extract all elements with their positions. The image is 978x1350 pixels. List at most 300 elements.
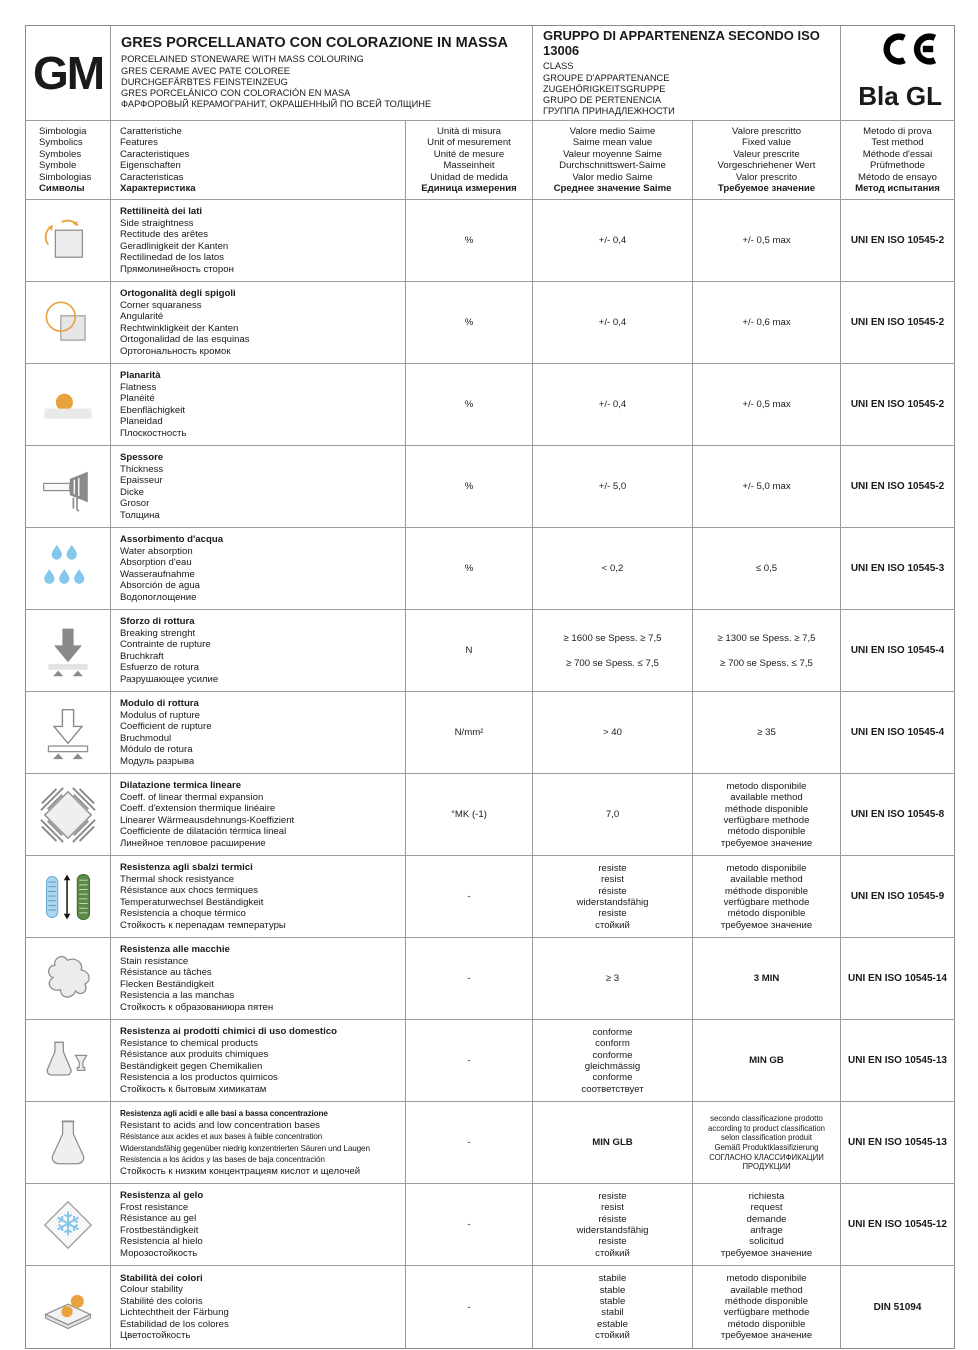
saime-value-cell [533,446,693,528]
feature-line: Estabilidad de los colores [120,1318,229,1330]
feature-line: Side straightness [120,217,194,229]
value-line: СОГЛАСНО КЛАССИФИКАЦИИ ПРОДУКЦИИ [709,1152,824,1172]
feature-line: Angularité [120,311,164,323]
value-line: ≥ 3 [605,973,620,985]
feature-line: Ortogonalità degli spigoli [120,288,236,300]
value-line: according to product classification [707,1123,825,1133]
value-line: método disponible [727,908,806,920]
class-code: Bla GL [858,81,942,111]
feature-line: Widerstandsfähig gegenüber niedrig konzentrierten Säuren und Laugen [120,1143,370,1153]
value-line: gleichmässig [584,1060,641,1072]
symbol-cell [26,528,111,610]
features-cell [111,610,406,692]
feature-line: Beständigkeit gegen Chemikalien [120,1060,263,1072]
value-line: resiste [598,862,627,874]
feature-line: Contrainte de rupture [120,639,211,651]
value-line: стойкий [595,1330,630,1342]
test-method-cell: DIN 51094 [873,1301,922,1313]
table-row [26,938,954,1020]
feature-line: Coeff. d'extension thermique linéaire [120,803,276,815]
unit-cell: - [406,1020,533,1102]
table-row [26,446,954,528]
prescribed-value-cell [693,692,841,774]
feature-line: Spessore [120,452,164,464]
value-line: méthode disponible [724,803,809,815]
feature-line: Rectitude des arêtes [120,229,208,241]
feature-line: Стойкость к бытовым химикатам [120,1083,267,1095]
translation-line: ФАРФОРОВЫЙ КЕРАМОГРАНИТ, ОКРАШЕННЫЙ ПО ВСЕЙ ТОЛЩИНЕ [121,99,432,110]
modulus-rupture-icon [40,705,96,761]
feature-line: Resistenza alle macchie [120,944,230,956]
symbol-cell [26,1020,111,1102]
value-line: widerstandsfähig [576,896,649,908]
column-header-line: Método de ensayo [858,171,937,183]
flatness-icon [40,378,96,432]
column-header-line: Единица измерения [421,183,517,195]
saime-value-cell [533,200,693,282]
value-line: conforme [592,1072,633,1084]
table-row [26,1184,954,1266]
features-cell [111,364,406,446]
column-header-line: Saime mean value [572,137,653,149]
column-header-6 [841,121,954,200]
saime-value-cell [533,364,693,446]
saime-value-cell [533,528,693,610]
value-line: metodo disponibile [726,862,807,874]
value-line: соответствует [581,1083,644,1095]
column-header-line: Vorgeschriehener Wert [717,160,816,172]
feature-line: Coeff. of linear thermal expansion [120,791,264,803]
value-line: request [750,1202,783,1214]
feature-line: Breaking strenght [120,627,196,639]
feature-line: Coefficiente de dilatación térmica lineal [120,826,287,838]
symbol-cell [26,938,111,1020]
column-header-line: Durchschnittswert-Saime [559,160,666,172]
unit-cell: - [406,856,533,938]
chemical-products-icon [39,1033,97,1089]
feature-line: Модуль разрыва [120,755,195,767]
value-line: +/- 5,0 [598,481,627,493]
features-cell [111,528,406,610]
value-line: требуемое значение [720,1247,813,1259]
column-header-line: Valeur moyenne Saime [562,148,662,160]
feature-line: Flatness [120,381,157,393]
translation-line: DURCHGEFÄRBTES FEINSTEINZEUG [121,76,288,87]
feature-line: Résistance aux produits chimiques [120,1049,269,1061]
test-method-cell: UNI EN ISO 10545-2 [841,200,954,282]
column-header-line: Prüfmethode [870,160,925,172]
feature-line: Водопоглощение [120,591,197,603]
feature-line: Linearer Wärmeausdehnungs-Koeffizient [120,814,295,826]
gm-logo: GM [26,26,111,121]
value-line: ≥ 700 se Spess. ≤ 7,5 [566,657,659,669]
value-line: secondo classificazione prodotto [710,1114,823,1124]
value-line: méthode disponible [724,1296,809,1308]
thickness-caliper-icon [40,460,96,514]
feature-line: Rectilinedad de los latos [120,252,224,264]
unit-cell: - [406,1266,533,1348]
prescribed-value-cell [693,282,841,364]
saime-value-cell [533,1184,693,1266]
prescribed-value-cell [693,774,841,856]
column-header-line: Символы [39,183,85,195]
table-body [26,200,954,1348]
prescribed-value-cell [693,364,841,446]
feature-line: Resistance to chemical products [120,1037,259,1049]
column-header-line: Характеристика [120,183,196,195]
translation-line: CLASS [543,61,574,72]
column-header-line: Среднее значение Saime [553,183,672,195]
symbol-cell [26,1184,111,1266]
column-header-line: Metodo di prova [863,126,932,137]
prescribed-value-cell [693,200,841,282]
feature-line: Temperaturwechsel Beständigkeit [120,896,264,908]
value-line: selon classification produit [720,1133,812,1143]
unit-cell: N/mm² [406,692,533,774]
feature-line: Wasseraufnahme [120,568,195,580]
saime-value-cell [533,774,693,856]
value-line: stable [599,1284,626,1296]
feature-line: Resistenza agli sbalzi termici [120,862,253,874]
prescribed-value-cell [693,610,841,692]
features-cell [111,1184,406,1266]
value-line: +/- 0,5 max [742,399,791,411]
product-title-block [111,26,533,121]
value-line: resist [601,874,624,886]
test-method-cell: UNI EN ISO 10545-13 [841,1102,954,1184]
unit-cell: N [406,610,533,692]
feature-line: Resistencia a las manchas [120,990,235,1002]
spec-table [25,25,955,1349]
column-header-line: Symbole [39,160,77,172]
prescribed-value-cell [693,1184,841,1266]
table-row [26,774,954,856]
prescribed-value-cell [693,938,841,1020]
column-header-line: Unité de mesure [433,148,505,160]
table-row [26,1266,954,1348]
column-header-line: Symboles [39,148,82,160]
saime-value-cell [533,938,693,1020]
value-line: anfrage [750,1224,783,1236]
feature-line: Resistencia a los ácidos y las bases de baja concentración [120,1155,325,1165]
feature-line: Absorción de agua [120,580,201,592]
value-line: available method [730,1284,803,1296]
feature-line: Dicke [120,486,144,498]
table-row [26,1020,954,1102]
value-line: méthode disponible [724,885,809,897]
value-line: metodo disponibile [726,1273,807,1285]
column-header-line: Features [120,137,158,149]
column-header-line: Unità di misura [437,126,501,137]
feature-line: Цветостойкость [120,1330,191,1342]
value-line: ≥ 700 se Spess. ≤ 7,5 [720,657,813,669]
feature-line: Thickness [120,463,164,475]
unit-cell: - [406,1102,533,1184]
feature-line: Стойкость к перепадам температуры [120,919,286,931]
feature-line: Flecken Beständigkeit [120,978,214,990]
test-method-cell: UNI EN ISO 10545-2 [841,446,954,528]
value-line: método disponible [727,1318,806,1330]
value-line: richiesta [748,1190,785,1202]
feature-line: Colour stability [120,1284,183,1296]
value-line: demande [746,1213,787,1225]
column-header-line: Masseinheit [443,160,495,172]
features-cell [111,938,406,1020]
translation-line: GRES CERAME AVEC PATE COLOREE [121,65,290,76]
value-line: stabil [601,1307,624,1319]
value-line: estable [597,1318,628,1330]
test-method-cell: UNI EN ISO 10545-4 [841,610,954,692]
feature-line: Résistance au gel [120,1213,197,1225]
saime-value-cell [533,856,693,938]
column-header-line: Fixed value [741,137,792,149]
value-line: solicitud [749,1236,784,1248]
feature-line: Modulus of rupture [120,709,200,721]
group-translations [543,61,830,117]
test-method-cell: UNI EN ISO 10545-3 [841,528,954,610]
feature-line: Stabilità dei colori [120,1272,203,1284]
feature-line: Стойкость к низким концентрациям кислот и щелочей [120,1165,361,1177]
value-line: resiste [598,908,627,920]
test-method-cell: UNI EN ISO 10545-12 [841,1184,954,1266]
symbol-cell [26,1266,111,1348]
unit-cell: % [406,364,533,446]
saime-value-cell [533,610,693,692]
symbol-cell [26,446,111,528]
feature-line: Rechtwinkligkeit der Kanten [120,322,239,334]
feature-line: Dilatazione termica lineare [120,780,242,792]
product-title: GRES PORCELLANATO CON COLORAZIONE IN MASSA [121,35,508,52]
test-method-cell: UNI EN ISO 10545-9 [841,856,954,938]
column-header-3 [406,121,533,200]
group-block [533,26,841,121]
feature-line: Esfuerzo de rotura [120,662,199,674]
symbol-cell [26,692,111,774]
translation-line: ZUGEHÖRIGKEITSGRUPPE [543,83,666,94]
feature-line: Плоскостность [120,427,187,439]
value-line: resiste [598,1190,627,1202]
table-row [26,282,954,364]
feature-line: Lichtechtheit der Färbung [120,1307,229,1319]
corner-squareness-icon [41,296,95,350]
water-absorption-icon [40,541,96,597]
side-straightness-icon [41,214,95,268]
ce-mark-icon [878,33,942,65]
value-line: +/- 0,4 [598,399,627,411]
test-method-cell: UNI EN ISO 10545-8 [841,774,954,856]
prescribed-value-cell [693,1266,841,1348]
feature-line: Frostbeständigkeit [120,1224,199,1236]
value-line: verfügbare methode [723,814,810,826]
frost-icon [39,1196,97,1254]
feature-line: Módulo de rotura [120,744,193,756]
table-row [26,856,954,938]
features-cell [111,1020,406,1102]
feature-line: Modulo di rottura [120,698,199,710]
saime-value-cell [533,1102,693,1184]
prescribed-value-cell [693,856,841,938]
value-line: Gemäß Produktklassifizierung [714,1142,819,1152]
symbol-cell [26,856,111,938]
features-cell [111,1102,406,1184]
features-cell [111,282,406,364]
unit-cell: - [406,1184,533,1266]
column-header-line: Unidad de medida [430,171,508,183]
column-header-line: Unit of mesurement [427,137,511,149]
feature-line: Coefficient de rupture [120,721,212,733]
unit-cell: °MK (-1) [406,774,533,856]
feature-line: Absorption d'eau [120,557,192,569]
value-line: résiste [598,885,627,897]
saime-value-cell [533,1020,693,1102]
prescribed-value-cell [693,1020,841,1102]
column-header-line: Test method [871,137,924,149]
symbol-cell [26,282,111,364]
certification-block [841,26,954,121]
stain-icon [39,951,97,1007]
value-line: available method [730,792,803,804]
feature-line: Resistant to acids and low concentration bases [120,1119,320,1131]
feature-line: Planeidad [120,416,163,428]
value-line: +/- 0,4 [598,235,627,247]
table-row [26,1102,954,1184]
test-method-cell: UNI EN ISO 10545-4 [841,692,954,774]
features-cell [111,692,406,774]
feature-line: Epaisseur [120,475,163,487]
table-row [26,364,954,446]
value-line: widerstandsfähig [576,1224,649,1236]
feature-line: Stain resistance [120,955,189,967]
value-line: +/- 0,4 [598,317,627,329]
symbol-cell [26,610,111,692]
feature-line: Corner squaraness [120,299,202,311]
test-method-cell: UNI EN ISO 10545-2 [841,282,954,364]
value-line: stable [599,1296,626,1308]
table-row [26,692,954,774]
column-header-line: Метод испытания [855,183,940,195]
group-title: GRUPPO DI APPARTENENZA SECONDO ISO 13006 [543,28,820,59]
prescribed-value-cell [693,446,841,528]
value-line: método disponible [727,826,806,838]
prescribed-value-cell [693,1102,841,1184]
features-cell [111,200,406,282]
translation-line: GROUPE D'APPARTENANCE [543,72,670,83]
saime-value-cell [533,692,693,774]
test-method-cell: UNI EN ISO 10545-2 [841,364,954,446]
feature-line: Résistance aux chocs termiques [120,885,259,897]
column-header-line: Caracteristiques [120,148,190,160]
feature-line: Resistencia a los productos quimicos [120,1072,278,1084]
features-cell [111,446,406,528]
feature-line: Resistenza al gelo [120,1190,204,1202]
value-line: resiste [598,1236,627,1248]
table-row [26,528,954,610]
feature-line: Assorbimento d'acqua [120,534,224,546]
column-header-2 [111,121,406,200]
feature-line: Grosor [120,498,150,510]
value-line: verfügbare methode [723,1307,810,1319]
feature-line: Frost resistance [120,1201,189,1213]
column-header-1 [26,121,111,200]
feature-line: Ортогональность кромок [120,345,231,357]
value-line: стойкий [595,919,630,931]
column-header-line: Требуемое значение [717,183,816,195]
feature-line: Ortogonalidad de las esquinas [120,334,250,346]
value-line: > 40 [603,727,622,739]
features-cell [111,774,406,856]
feature-line: Ebenflächigkeit [120,404,186,416]
saime-value-cell [533,1266,693,1348]
feature-line: Resistencia al hielo [120,1236,203,1248]
column-headers [26,121,954,200]
features-cell [111,856,406,938]
value-line: conforme [592,1026,633,1038]
feature-line: Bruchmodul [120,732,172,744]
symbol-cell [26,364,111,446]
color-stability-icon [39,1279,97,1335]
unit-cell: % [406,528,533,610]
value-line: available method [730,874,803,886]
feature-line: Résistance au tâches [120,967,212,979]
feature-line: Стойкость к образованиюра пятен [120,1001,274,1013]
symbol-cell [26,774,111,856]
saime-value-cell [533,282,693,364]
value-line: ≥ 35 [757,727,776,739]
symbol-cell [26,1102,111,1184]
feature-line: Разрушающее усилие [120,673,219,685]
value-line: metodo disponibile [726,780,807,792]
column-header-line: Valore medio Saime [569,126,656,137]
value-line: 7,0 [605,809,620,821]
feature-line: Water absorption [120,545,193,557]
feature-line: Прямолинейность сторон [120,263,234,275]
column-header-line: Simbologia [39,126,87,137]
column-header-line: Caracteristicas [120,171,184,183]
column-header-line: Symbolics [39,137,83,149]
feature-line: Planéité [120,393,155,405]
value-line: +/- 5,0 max [742,481,791,493]
unit-cell: % [406,446,533,528]
column-header-5 [693,121,841,200]
table-row [26,610,954,692]
column-header-line: Caratteristiche [120,126,182,137]
thermal-shock-icon [40,869,96,925]
value-line: verfügbare methode [723,896,810,908]
column-header-line: Simbologias [39,171,92,183]
column-header-line: Valore prescritto [731,126,802,137]
value-line: resist [601,1202,624,1214]
acid-resistance-icon [41,1115,95,1171]
value-line: +/- 0,6 max [742,317,791,329]
feature-line: Geradlinigkeit der Kanten [120,240,229,252]
value-line: ≥ 1300 se Spess. ≥ 7,5 [717,632,816,644]
value-line: stabile [598,1273,627,1285]
feature-line: Resistenza ai prodotti chimici di uso domestico [120,1026,337,1038]
value-line: conforme [592,1049,633,1061]
feature-line: Sforzo di rottura [120,616,195,628]
feature-line: Морозостойкость [120,1247,198,1259]
breaking-strength-icon [40,623,96,679]
symbol-cell [26,200,111,282]
column-header-line: Valor medio Saime [572,171,653,183]
value-line: < 0,2 [601,563,624,575]
value-line: стойкий [595,1247,630,1259]
column-header-line: Méthode d'essai [862,148,933,160]
feature-line: Resistenza agli acidi e alle basi a bassa concentrazione [120,1109,328,1119]
prescribed-value-cell [693,528,841,610]
unit-cell: - [406,938,533,1020]
thermal-expansion-icon [39,786,97,844]
